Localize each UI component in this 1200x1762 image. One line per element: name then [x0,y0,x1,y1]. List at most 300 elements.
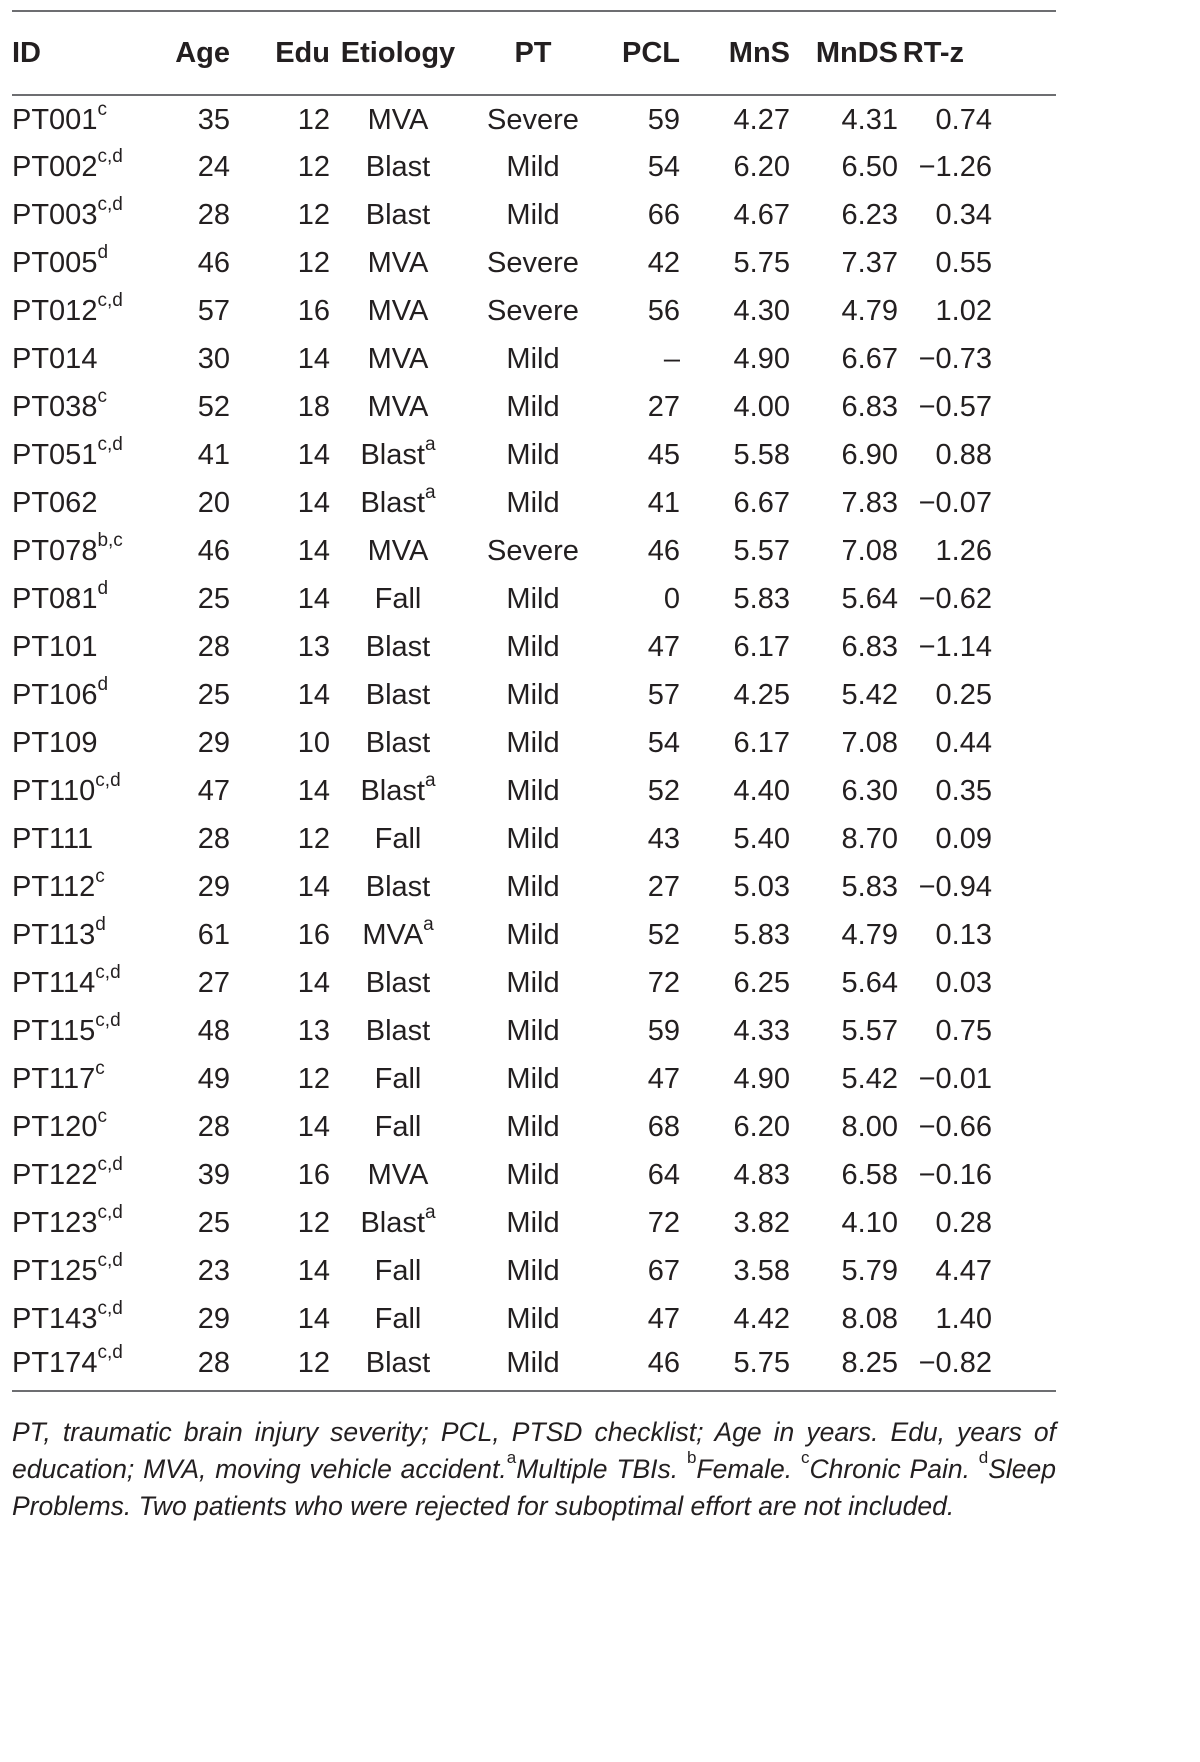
cell-mnds-value: 7.08 [841,534,898,567]
cell-pt [466,1199,600,1247]
cell-id-value: PT110 [12,774,96,807]
cell-etiology-value: Fall [374,1062,422,1095]
cell-edu-value: 12 [297,104,330,136]
cell-mns-value: 5.75 [733,1347,790,1379]
cell-id [12,431,150,479]
cell-id-superscript: d [97,241,109,263]
cell-mns-value: 4.00 [733,390,790,423]
cell-edu-value: 14 [297,774,330,807]
cell-pcl [600,719,680,767]
cell-mns [680,1247,790,1295]
cell-pt-value: Severe [487,294,579,327]
cell-edu-value: 14 [297,870,330,903]
cell-mnds-value: 5.42 [841,678,898,711]
cell-pcl-value: 52 [647,774,680,807]
cell-pt [466,1295,600,1343]
cell-age-value: 35 [197,104,230,136]
cell-rtz-value: −0.16 [918,1158,992,1191]
cell-edu-value: 14 [297,438,330,471]
table-row [12,1055,1056,1103]
cell-id [12,1199,150,1247]
cell-age-value: 46 [197,534,230,567]
cell-rtz [898,287,1056,335]
cell-pcl-value: 68 [647,1110,680,1143]
cell-etiology-value: Blast [365,150,431,183]
cell-edu [230,383,330,431]
cell-age [150,1247,230,1295]
cell-age [150,1295,230,1343]
cell-pt [466,767,600,815]
cell-pcl-value: 64 [647,1158,680,1191]
cell-pcl-value: 54 [647,150,680,183]
cell-age-value: 27 [197,966,230,999]
cell-edu [230,671,330,719]
cell-mns-value: 4.90 [733,342,790,375]
cell-etiology-superscript: a [424,481,436,503]
cell-rtz-value: 4.47 [935,1254,992,1287]
cell-mns [680,239,790,287]
cell-id-value: PT005 [12,246,98,279]
cell-mns [680,623,790,671]
cell-pcl-value: 56 [647,294,680,327]
cell-pcl-value: 52 [647,918,680,951]
cell-mns [680,287,790,335]
cell-age-value: 30 [197,342,230,375]
cell-rtz-value: 0.09 [935,822,992,855]
cell-pt-value: Mild [506,726,560,759]
cell-age [150,623,230,671]
cell-mns-value: 3.82 [733,1206,790,1239]
cell-age [150,1055,230,1103]
cell-mnds [790,239,898,287]
cell-pcl [600,1007,680,1055]
cell-edu-value: 12 [297,1206,330,1239]
cell-mnds-value: 4.10 [841,1206,898,1239]
cell-id-superscript: d [97,577,109,599]
cell-age [150,767,230,815]
cell-mns [680,1103,790,1151]
table-row [12,911,1056,959]
cell-mns-value: 4.25 [733,678,790,711]
cell-mns [680,815,790,863]
cell-pcl [600,863,680,911]
cell-mnds-value: 7.37 [841,246,898,279]
header-age: Age [150,11,230,95]
cell-pt [466,191,600,239]
cell-mns [680,1199,790,1247]
cell-id [12,479,150,527]
cell-pt [466,95,600,143]
cell-etiology [330,1103,466,1151]
footnote-text: PT, traumatic brain injury severity; PCL, PTSD checklist; Age in years. Edu, years of education; MVA, moving vehicle accident. [12,1417,1056,1484]
cell-mnds-value: 4.79 [841,294,898,327]
cell-age-value: 28 [197,1110,230,1143]
cell-rtz [898,623,1056,671]
cell-mns-value: 4.90 [733,1062,790,1095]
cell-pcl-value: 27 [647,390,680,423]
cell-mnds [790,719,898,767]
cell-mnds-value: 6.67 [841,342,898,375]
cell-mnds [790,95,898,143]
cell-mnds-value: 6.58 [841,1158,898,1191]
cell-edu-value: 12 [297,822,330,855]
cell-pcl-value: 47 [647,1062,680,1095]
cell-rtz-value: −0.94 [918,870,992,903]
cell-pcl [600,767,680,815]
cell-age [150,527,230,575]
cell-age [150,1007,230,1055]
cell-etiology [330,383,466,431]
cell-pt-value: Mild [506,486,560,519]
cell-id-superscript: c,d [97,1153,123,1175]
cell-pt [466,239,600,287]
cell-age [150,719,230,767]
cell-rtz-value: 0.03 [935,966,992,999]
cell-rtz-value: 1.02 [935,294,992,327]
cell-age [150,1151,230,1199]
header-id: ID [12,11,150,95]
cell-age-value: 25 [197,678,230,711]
cell-edu-value: 13 [297,1014,330,1047]
cell-etiology-value: Blast [360,438,425,471]
cell-id [12,335,150,383]
cell-mns [680,191,790,239]
cell-id-superscript: c,d [95,1009,121,1031]
table-row [12,335,1056,383]
cell-edu [230,1343,330,1391]
cell-pt-value: Mild [506,198,560,231]
cell-etiology [330,959,466,1007]
table-row [12,671,1056,719]
cell-etiology-value: Blast [365,966,431,999]
cell-id [12,671,150,719]
cell-mns-value: 5.75 [733,246,790,279]
cell-rtz [898,1247,1056,1295]
cell-id-value: PT078 [12,534,98,567]
patient-table [12,10,1056,1392]
header-etiology: Etiology [330,11,466,95]
cell-mnds [790,1247,898,1295]
cell-id-superscript: c,d [95,961,121,983]
cell-etiology [330,1199,466,1247]
cell-rtz-value: 0.35 [935,774,992,807]
cell-id-value: PT109 [12,726,98,759]
cell-edu [230,191,330,239]
cell-pcl [600,671,680,719]
cell-mnds [790,863,898,911]
cell-pt [466,575,600,623]
cell-edu-value: 10 [297,726,330,759]
cell-edu [230,911,330,959]
cell-mns-value: 5.40 [733,822,790,855]
cell-mns-value: 4.40 [733,774,790,807]
table-row [12,527,1056,575]
table-footnote [12,1414,1056,1525]
cell-id [12,815,150,863]
cell-mnds [790,383,898,431]
cell-etiology-value: Blast [360,774,425,807]
cell-id [12,527,150,575]
cell-edu [230,287,330,335]
cell-pt [466,671,600,719]
cell-mnds-value: 4.79 [841,918,898,951]
cell-pcl [600,431,680,479]
cell-pt-value: Severe [487,246,579,279]
cell-pcl-value: 47 [647,630,680,663]
cell-id-value: PT115 [12,1014,96,1047]
cell-etiology [330,1247,466,1295]
cell-id-superscript: b,c [97,529,123,551]
cell-id-superscript: c,d [97,1297,123,1319]
cell-pt-value: Mild [506,630,560,663]
cell-pcl [600,1103,680,1151]
cell-pcl [600,527,680,575]
cell-age [150,959,230,1007]
header-edu: Edu [230,11,330,95]
table-body [12,95,1056,1391]
cell-mnds-value: 8.08 [841,1302,898,1335]
cell-age [150,239,230,287]
cell-rtz [898,815,1056,863]
cell-age [150,1103,230,1151]
cell-edu-value: 12 [297,1062,330,1095]
cell-etiology-value: MVA [367,390,429,423]
cell-id-value: PT123 [12,1206,98,1239]
cell-rtz [898,719,1056,767]
cell-id-value: PT117 [12,1062,96,1095]
cell-age-value: 28 [197,1347,230,1379]
cell-pt [466,815,600,863]
cell-age-value: 41 [197,438,230,471]
cell-id [12,1343,150,1391]
cell-mnds [790,623,898,671]
cell-id-superscript: c,d [97,1249,123,1271]
table-row [12,959,1056,1007]
footnote-sup-a: a [506,1448,517,1467]
cell-id [12,1007,150,1055]
cell-etiology [330,287,466,335]
cell-pt-value: Mild [506,390,560,423]
cell-etiology [330,239,466,287]
cell-id [12,719,150,767]
cell-edu-value: 14 [297,342,330,375]
cell-id [12,287,150,335]
cell-edu [230,527,330,575]
cell-rtz-value: 1.26 [935,534,992,567]
cell-id-superscript: c,d [97,433,123,455]
cell-etiology-value: Blast [360,1206,425,1239]
cell-pt [466,1151,600,1199]
cell-mns [680,1055,790,1103]
footnote-text: Sleep Problems. Two patients who were rejected for suboptimal effort are not included. [12,1454,1056,1521]
cell-etiology [330,335,466,383]
cell-etiology-value: MVA [367,342,429,375]
cell-pcl-value: 67 [647,1254,680,1287]
cell-id-value: PT125 [12,1254,98,1287]
cell-age-value: 28 [197,198,230,231]
cell-edu [230,959,330,1007]
cell-id [12,1055,150,1103]
header-mnds: MnDS [790,11,898,95]
cell-age-value: 46 [197,246,230,279]
cell-etiology [330,1343,466,1391]
cell-pcl [600,1151,680,1199]
table-row [12,623,1056,671]
cell-pcl-value: 57 [647,678,680,711]
cell-edu-value: 16 [297,918,330,951]
cell-age [150,671,230,719]
cell-age-value: 48 [197,1014,230,1047]
cell-rtz-value: 0.25 [935,678,992,711]
cell-age-value: 61 [197,918,230,951]
cell-mnds-value: 8.25 [841,1347,898,1379]
cell-etiology-value: Fall [374,1302,422,1335]
cell-pt [466,1247,600,1295]
cell-etiology [330,863,466,911]
cell-edu [230,239,330,287]
cell-id-superscript: c [95,1057,105,1079]
table-row [12,1247,1056,1295]
cell-mns [680,767,790,815]
cell-pt-value: Mild [506,1254,560,1287]
cell-age-value: 49 [197,1062,230,1095]
cell-edu-value: 16 [297,1158,330,1191]
cell-pt [466,1103,600,1151]
cell-rtz [898,1103,1056,1151]
table-row [12,287,1056,335]
cell-etiology [330,191,466,239]
cell-age-value: 29 [197,1302,230,1335]
cell-mnds [790,1295,898,1343]
cell-pt-value: Severe [487,104,579,136]
cell-pcl [600,287,680,335]
cell-edu [230,1055,330,1103]
cell-id-superscript: c,d [97,289,123,311]
table-row [12,1199,1056,1247]
cell-pcl [600,335,680,383]
cell-edu [230,575,330,623]
cell-rtz [898,335,1056,383]
cell-pt [466,1055,600,1103]
cell-etiology [330,95,466,143]
cell-pt-value: Mild [506,774,560,807]
cell-id [12,959,150,1007]
cell-id-value: PT143 [12,1302,98,1335]
cell-rtz [898,575,1056,623]
cell-age [150,815,230,863]
cell-etiology-value: Fall [374,822,422,855]
cell-mnds [790,671,898,719]
cell-pt [466,143,600,191]
cell-etiology [330,1055,466,1103]
cell-edu-value: 14 [297,966,330,999]
cell-mnds-value: 6.90 [841,438,898,471]
cell-etiology [330,575,466,623]
cell-age-value: 52 [197,390,230,423]
cell-age-value: 25 [197,582,230,615]
cell-pcl-value: 72 [647,1206,680,1239]
cell-etiology-value: MVA [367,534,429,567]
cell-pt [466,911,600,959]
cell-pcl [600,911,680,959]
cell-id-superscript: c,d [97,193,123,215]
cell-mns-value: 6.25 [733,966,790,999]
cell-etiology-value: Fall [374,1110,422,1143]
cell-id-value: PT174 [12,1347,98,1379]
cell-age-value: 39 [197,1158,230,1191]
cell-mnds-value: 7.08 [841,726,898,759]
cell-mns [680,959,790,1007]
cell-rtz [898,671,1056,719]
cell-rtz-value: 0.34 [935,198,992,231]
cell-id-value: PT120 [12,1110,98,1143]
cell-etiology-value: Blast [365,1347,431,1379]
cell-edu-value: 14 [297,1110,330,1143]
table-row [12,191,1056,239]
cell-edu-value: 18 [297,390,330,423]
cell-etiology-value: Blast [365,630,431,663]
cell-etiology-superscript: a [424,769,436,791]
cell-rtz-value: −1.14 [918,630,992,663]
cell-rtz [898,1055,1056,1103]
cell-mnds-value: 5.64 [841,582,898,615]
table-row [12,1007,1056,1055]
cell-age-value: 29 [197,870,230,903]
cell-mnds-value: 5.79 [841,1254,898,1287]
cell-rtz-value: 0.44 [935,726,992,759]
header-pt: PT [466,11,600,95]
cell-pcl [600,1055,680,1103]
cell-etiology-value: Fall [374,1254,422,1287]
footnote-text: Female. [696,1454,801,1484]
cell-id-value: PT106 [12,678,98,711]
cell-rtz-value: 1.40 [935,1302,992,1335]
cell-mns-value: 5.57 [733,534,790,567]
cell-edu-value: 12 [297,246,330,279]
cell-mnds-value: 5.57 [841,1014,898,1047]
cell-mnds [790,815,898,863]
footnote-text: Multiple TBIs. [516,1454,687,1484]
cell-pt-value: Mild [506,822,560,855]
cell-pt-value: Severe [487,534,579,567]
cell-etiology [330,1007,466,1055]
cell-etiology [330,1295,466,1343]
cell-id-superscript: c [95,865,105,887]
cell-rtz-value: 0.55 [935,246,992,279]
cell-rtz [898,863,1056,911]
cell-pt-value: Mild [506,966,560,999]
cell-etiology-value: Blast [365,198,431,231]
cell-pt-value: Mild [506,1302,560,1335]
cell-rtz-value: −0.62 [918,582,992,615]
cell-rtz-value: −1.26 [918,150,992,183]
cell-edu-value: 14 [297,486,330,519]
cell-pcl [600,959,680,1007]
cell-edu [230,143,330,191]
cell-edu [230,1247,330,1295]
cell-id-value: PT012 [12,294,98,327]
cell-pt [466,1343,600,1391]
cell-pcl-value: 45 [647,438,680,471]
cell-age [150,383,230,431]
cell-etiology-superscript: a [424,1201,436,1223]
cell-pcl [600,239,680,287]
cell-mns [680,1343,790,1391]
cell-mnds [790,335,898,383]
cell-age-value: 57 [197,294,230,327]
cell-mns [680,671,790,719]
table-row [12,479,1056,527]
